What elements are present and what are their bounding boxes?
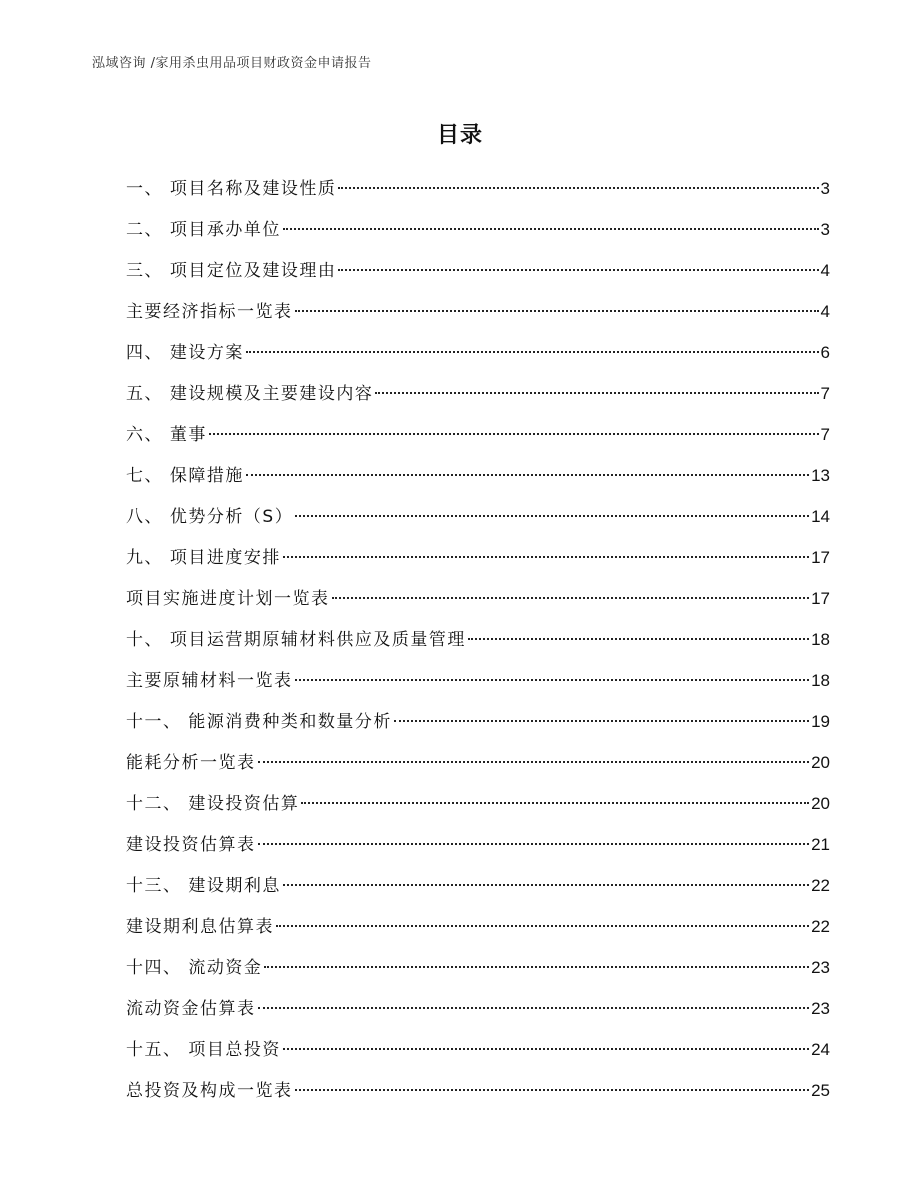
toc-entry-label: 能耗分析一览表 bbox=[126, 753, 256, 773]
toc-dot-leader bbox=[295, 310, 819, 312]
toc-entry-label: 六、 董事 bbox=[126, 425, 207, 445]
toc-entry-label: 五、 建设规模及主要建设内容 bbox=[126, 384, 374, 404]
toc-entry-label: 建设期利息估算表 bbox=[126, 917, 274, 937]
toc-dot-leader bbox=[209, 433, 819, 435]
toc-entry-page: 22 bbox=[811, 876, 830, 895]
toc-dot-leader bbox=[468, 638, 809, 640]
toc-entry-label: 总投资及构成一览表 bbox=[126, 1081, 293, 1101]
toc-dot-leader bbox=[283, 228, 819, 230]
toc-entry-label: 三、 项目定位及建设理由 bbox=[126, 261, 337, 281]
table-of-contents bbox=[126, 168, 830, 1111]
toc-entry[interactable] bbox=[126, 619, 830, 660]
toc-entry[interactable] bbox=[126, 988, 830, 1029]
toc-entry-label: 十三、 建设期利息 bbox=[126, 876, 281, 896]
toc-dot-leader bbox=[338, 187, 818, 189]
toc-entry-page: 17 bbox=[811, 548, 830, 567]
toc-dot-leader bbox=[264, 966, 809, 968]
toc-entry[interactable] bbox=[126, 947, 830, 988]
toc-entry-page: 3 bbox=[820, 179, 830, 198]
toc-entry[interactable] bbox=[126, 455, 830, 496]
toc-dot-leader bbox=[246, 474, 809, 476]
toc-entry-label: 流动资金估算表 bbox=[126, 999, 256, 1019]
toc-entry-label: 主要原辅材料一览表 bbox=[126, 671, 293, 691]
toc-dot-leader bbox=[276, 925, 809, 927]
toc-entry-label: 一、 项目名称及建设性质 bbox=[126, 179, 337, 199]
toc-entry[interactable] bbox=[126, 865, 830, 906]
toc-dot-leader bbox=[375, 392, 818, 394]
toc-entry-label: 十四、 流动资金 bbox=[126, 958, 263, 978]
toc-entry-label: 项目实施进度计划一览表 bbox=[126, 589, 330, 609]
toc-entry-page: 3 bbox=[820, 220, 830, 239]
toc-dot-leader bbox=[295, 1089, 810, 1091]
toc-entry[interactable] bbox=[126, 250, 830, 291]
toc-entry[interactable] bbox=[126, 291, 830, 332]
toc-entry[interactable] bbox=[126, 168, 830, 209]
toc-entry[interactable] bbox=[126, 701, 830, 742]
toc-dot-leader bbox=[338, 269, 818, 271]
toc-entry[interactable] bbox=[126, 332, 830, 373]
toc-entry-page: 17 bbox=[811, 589, 830, 608]
toc-dot-leader bbox=[283, 556, 809, 558]
toc-entry-label: 七、 保障措施 bbox=[126, 466, 244, 486]
toc-entry-label: 九、 项目进度安排 bbox=[126, 548, 281, 568]
toc-dot-leader bbox=[246, 351, 819, 353]
toc-dot-leader bbox=[295, 679, 810, 681]
toc-dot-leader bbox=[394, 720, 809, 722]
toc-entry[interactable] bbox=[126, 373, 830, 414]
toc-entry-label: 十、 项目运营期原辅材料供应及质量管理 bbox=[126, 630, 466, 650]
toc-entry-label: 二、 项目承办单位 bbox=[126, 220, 281, 240]
toc-entry-page: 18 bbox=[811, 630, 830, 649]
toc-entry-page: 7 bbox=[820, 384, 830, 403]
toc-entry-page: 23 bbox=[811, 958, 830, 977]
toc-entry-label: 十二、 建设投资估算 bbox=[126, 794, 300, 814]
toc-entry[interactable] bbox=[126, 414, 830, 455]
running-header: 泓域咨询 /家用杀虫用品项目财政资金申请报告 bbox=[92, 56, 372, 71]
toc-entry-page: 4 bbox=[820, 261, 830, 280]
toc-entry-page: 20 bbox=[811, 753, 830, 772]
toc-entry-label: 主要经济指标一览表 bbox=[126, 302, 293, 322]
toc-entry[interactable] bbox=[126, 496, 830, 537]
toc-dot-leader bbox=[295, 515, 809, 517]
toc-dot-leader bbox=[258, 1007, 810, 1009]
toc-entry[interactable] bbox=[126, 1070, 830, 1111]
toc-dot-leader bbox=[258, 843, 810, 845]
toc-entry-page: 7 bbox=[820, 425, 830, 444]
toc-dot-leader bbox=[301, 802, 809, 804]
toc-entry-page: 25 bbox=[811, 1081, 830, 1100]
toc-dot-leader bbox=[332, 597, 810, 599]
toc-entry[interactable] bbox=[126, 1029, 830, 1070]
toc-entry[interactable] bbox=[126, 537, 830, 578]
toc-entry-page: 13 bbox=[811, 466, 830, 485]
toc-entry[interactable] bbox=[126, 660, 830, 701]
toc-entry-label: 八、 优势分析（S） bbox=[126, 507, 294, 527]
toc-entry-page: 4 bbox=[820, 302, 830, 321]
toc-entry-page: 18 bbox=[811, 671, 830, 690]
toc-entry-page: 21 bbox=[811, 835, 830, 854]
toc-entry[interactable] bbox=[126, 209, 830, 250]
toc-title: 目录 bbox=[436, 123, 483, 148]
toc-entry-label: 十一、 能源消费种类和数量分析 bbox=[126, 712, 392, 732]
toc-entry-label: 十五、 项目总投资 bbox=[126, 1040, 281, 1060]
toc-entry[interactable] bbox=[126, 578, 830, 619]
toc-entry-label: 建设投资估算表 bbox=[126, 835, 256, 855]
toc-entry-page: 23 bbox=[811, 999, 830, 1018]
toc-dot-leader bbox=[258, 761, 810, 763]
toc-entry-label: 四、 建设方案 bbox=[126, 343, 244, 363]
toc-entry[interactable] bbox=[126, 906, 830, 947]
toc-entry-page: 6 bbox=[820, 343, 830, 362]
header-divider bbox=[90, 76, 830, 77]
toc-entry-page: 22 bbox=[811, 917, 830, 936]
toc-dot-leader bbox=[283, 1048, 809, 1050]
toc-entry[interactable] bbox=[126, 783, 830, 824]
toc-entry-page: 19 bbox=[811, 712, 830, 731]
toc-entry-page: 24 bbox=[811, 1040, 830, 1059]
toc-entry-page: 14 bbox=[811, 507, 830, 526]
toc-entry[interactable] bbox=[126, 824, 830, 865]
toc-entry-page: 20 bbox=[811, 794, 830, 813]
toc-entry[interactable] bbox=[126, 742, 830, 783]
toc-dot-leader bbox=[283, 884, 809, 886]
